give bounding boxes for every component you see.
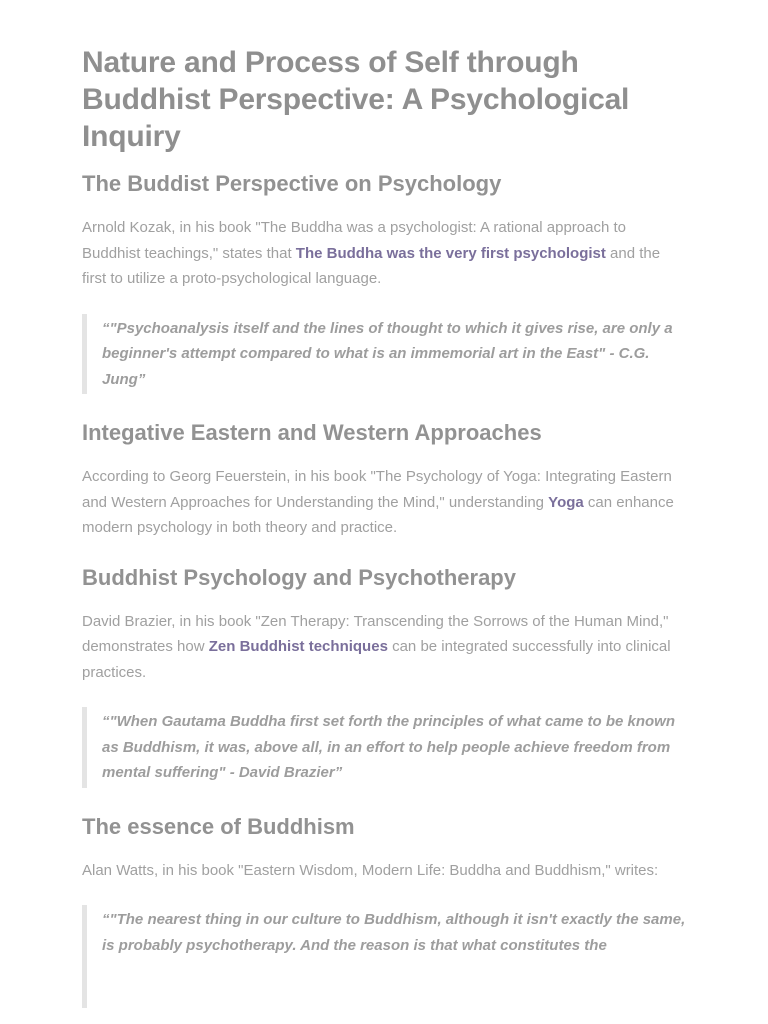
link-yoga[interactable]: Yoga [548, 493, 584, 511]
link-buddha-first-psychologist[interactable]: The Buddha was the very first psychologist [295, 244, 606, 262]
section-heading-perspective: The Buddist Perspective on Psychology [82, 171, 502, 196]
quote-brazier: “"When Gautama Buddha first set forth the principles of what came to be known as Buddhism, it was, above all, in an effort to help people achieve freedom from mental suffering" - David Brazier” [82, 707, 688, 788]
paragraph-text: David Brazier, in his book "Zen Therapy: Transcending the Sorrows of the Human Mind," demonstrates how [82, 612, 669, 655]
page-title: Nature and Process of Self through Buddhist Perspective: A Psychological Inquiry [82, 46, 630, 153]
paragraph-text: Arnold Kozak, in his book "The Buddha was a psychologist: A rational approach to Buddhist teachings," states that [82, 219, 626, 262]
quote-jung: “"Psychoanalysis itself and the lines of thought to which it gives rise, are only a beginner's attempt compared to what is an immemorial art in the East" - C.G. Jung” [82, 314, 688, 395]
quote-watts: “"The nearest thing in our culture to Buddhism, although it isn't exactly the same, is probably psychotherapy. And the reason is that what constitutes the [82, 905, 688, 1008]
section-paragraph-psychotherapy [82, 609, 688, 686]
section-heading-psychotherapy: Buddhist Psychology and Psychotherapy [82, 564, 516, 590]
section-paragraph-essence: Alan Watts, in his book "Eastern Wisdom, Modern Life: Buddha and Buddhism," writes: [82, 861, 659, 879]
section-heading-integrative: Integative Eastern and Western Approaches [82, 420, 542, 445]
paragraph-text: According to Georg Feuerstein, in his book "The Psychology of Yoga: Integrating Eastern and Western Approaches for Understanding the Mind," understanding [82, 468, 672, 511]
paragraph-text: can be integrated successfully into clinical practices. [82, 638, 671, 681]
section-heading-essence: The essence of Buddhism [82, 813, 355, 839]
paragraph-text: can enhance modern psychology in both theory and practice. [82, 493, 674, 536]
section-paragraph-perspective [82, 215, 688, 292]
link-zen-buddhist-techniques[interactable]: Zen Buddhist techniques [208, 638, 388, 655]
section-paragraph-integrative [82, 464, 688, 541]
paragraph-text: and the first to utilize a proto-psychological language. [82, 244, 661, 287]
